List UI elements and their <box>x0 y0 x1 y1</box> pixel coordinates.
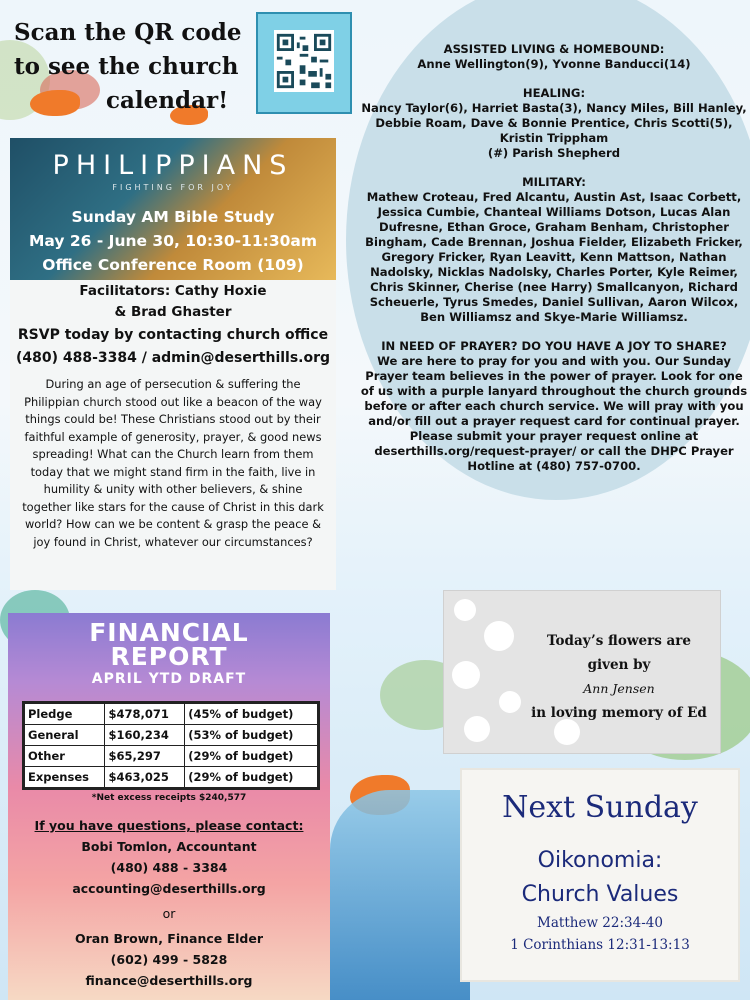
qr-code-frame[interactable] <box>256 12 352 114</box>
water-waves-decoration <box>330 790 470 1000</box>
bible-study-subtitle: FIGHTING FOR JOY <box>112 183 234 192</box>
flowers-donor: Ann Jensen <box>583 681 655 696</box>
assisted-living-names: Anne Wellington(9), Yvonne Banducci(14) <box>417 57 691 71</box>
table-row <box>25 746 318 767</box>
bible-study-card <box>10 138 336 590</box>
rsvp-contact[interactable]: (480) 488-3384 / admin@deserthills.org <box>15 350 331 366</box>
financial-report-subtitle: APRIL YTD DRAFT <box>91 671 247 687</box>
financial-title-line-1: FINANCIAL <box>89 618 249 647</box>
bible-study-name: Sunday AM Bible Study <box>71 208 275 226</box>
table-cell-amount: $478,071 <box>105 704 185 725</box>
table-cell-amount: $65,297 <box>105 746 185 767</box>
prayer-list <box>358 42 750 474</box>
next-sunday-topic <box>462 844 738 912</box>
contact-1-phone[interactable]: (480) 488 - 3384 <box>110 860 228 875</box>
contact-1-name: Bobi Tomlon, Accountant <box>81 839 257 854</box>
table-row <box>25 767 318 788</box>
flowers-line-2: given by <box>587 657 651 673</box>
bible-study-location: Office Conference Room (109) <box>42 256 304 274</box>
flowers-dedication <box>524 629 714 725</box>
contact-2-name: Oran Brown, Finance Elder <box>74 931 263 946</box>
qr-scan-line-3: calendar! <box>106 87 229 114</box>
parish-shepherd-note: (#) Parish Shepherd <box>487 146 621 160</box>
financial-title-line-2: REPORT <box>110 642 228 671</box>
next-sunday-series: Oikonomia: <box>537 848 663 873</box>
scripture-ref-2: 1 Corinthians 12:31-13:13 <box>510 937 690 953</box>
table-cell-label: Pledge <box>25 704 105 725</box>
table-cell-pct: (45% of budget) <box>185 704 318 725</box>
bible-study-details <box>10 205 336 277</box>
table-cell-pct: (29% of budget) <box>185 746 318 767</box>
prayer-request-header: IN NEED OF PRAYER? DO YOU HAVE A JOY TO SHARE? <box>381 339 727 353</box>
table-row <box>25 725 318 746</box>
facilitators-line-1: Facilitators: Cathy Hoxie <box>79 283 267 299</box>
qr-scan-line-1: Scan the QR code <box>14 19 242 46</box>
next-sunday-sermon: Church Values <box>521 882 679 907</box>
bible-study-title: PHILIPPIANS <box>52 150 294 181</box>
flower-decoration <box>464 716 490 742</box>
flower-decoration <box>454 599 476 621</box>
next-sunday-card <box>462 770 738 980</box>
table-row <box>25 704 318 725</box>
qr-code-icon[interactable] <box>274 30 334 92</box>
table-cell-amount: $160,234 <box>105 725 185 746</box>
table-cell-label: Other <box>25 746 105 767</box>
flowers-line-3: in loving memory of Ed <box>531 705 707 721</box>
flower-decoration <box>484 621 514 651</box>
finance-contacts <box>8 815 330 991</box>
table-cell-label: Expenses <box>25 767 105 788</box>
flower-decoration <box>499 691 521 713</box>
qr-scan-line-2: to see the church <box>14 53 239 80</box>
scripture-ref-1: Matthew 22:34-40 <box>537 915 663 931</box>
financial-report-title <box>8 618 330 671</box>
financial-table <box>22 701 320 790</box>
military-header: MILITARY: <box>522 175 586 189</box>
bible-study-dates: May 26 - June 30, 10:30-11:30am <box>28 232 318 250</box>
military-names: Mathew Croteau, Fred Alcantu, Austin Ast, Isaac Corbett, Jessica Cumbie, Chanteal Williams Dotson, Lucas Alan Dufresne, Ethan Groce, Graham Benham, Christopher Bingham, Cade Brennan, Joshua Fielder, Elizabeth Fricker, Gregory Fricker, Ryan Leavitt, Kenn Mattson, Nathan Nadolsky, Nicklas Nadolsky, Charles Porter, Kyle Reimer, Chris Skinner, Cherise (nee Harry) Smallcanyon, Richard Scheuerle, Tyrus Smedes, Daniel Sullivan, Aaron Wilcox, Ben Williamsz and Skye-Marie Williamsz. <box>365 190 743 324</box>
prayer-request-body: We are here to pray for you and with you. Our Sunday Prayer team believes in the power of prayer. Look for one of us with a purple lanyard throughout the church grounds before or after each church service. We will pray with you and/or fill out a prayer request card for continual prayer. Please submit your prayer request online at deserthills.org/request-prayer/ or call the DHPC Prayer Hotline at (480) 757-0700. <box>360 354 748 473</box>
table-cell-amount: $463,025 <box>105 767 185 788</box>
flower-decoration <box>452 661 480 689</box>
assisted-living-header: ASSISTED LIVING & HOMEBOUND: <box>443 42 665 56</box>
next-sunday-title: Next Sunday <box>502 790 698 825</box>
next-sunday-scripture <box>462 912 738 956</box>
net-excess-note: *Net excess receipts $240,577 <box>91 793 247 803</box>
bible-study-banner <box>10 138 336 280</box>
contact-or: or <box>162 906 176 921</box>
contact-2-email[interactable]: finance@deserthills.org <box>85 973 253 988</box>
healing-header: HEALING: <box>522 86 586 100</box>
flowers-line-1: Today’s flowers are <box>547 633 691 649</box>
qr-scan-heading <box>14 16 254 118</box>
flowers-card <box>443 590 721 754</box>
healing-names: Nancy Taylor(6), Harriet Basta(3), Nancy Miles, Bill Hanley, Debbie Roam, Dave & Bonnie Prentice, Chris Scotti(5), Kristin Trippham <box>361 101 747 145</box>
contact-1-email[interactable]: accounting@deserthills.org <box>72 881 266 896</box>
table-cell-pct: (29% of budget) <box>185 767 318 788</box>
table-cell-pct: (53% of budget) <box>185 725 318 746</box>
bible-study-description: During an age of persecution & suffering the Philippian church stood out like a beacon of the way things could be! These Christians stood out by their faithful example of generosity, prayer, & good news spreading! What can the Church learn from them today that we might stand firm in the faith, live in humility & unity with other believers, & shine together like stars for the cause of Christ in this dark world? How can we be content & grasp the peace & joy found in Christ, whatever our circumstances? <box>22 377 324 549</box>
rsvp-line-1: RSVP today by contacting church office <box>17 327 329 343</box>
contact-header: If you have questions, please contact: <box>34 818 304 833</box>
table-cell-label: General <box>25 725 105 746</box>
facilitators-line-2: & Brad Ghaster <box>114 304 232 320</box>
financial-report-card <box>8 613 330 1000</box>
contact-2-phone[interactable]: (602) 499 - 5828 <box>110 952 228 967</box>
bible-study-body <box>10 280 336 551</box>
